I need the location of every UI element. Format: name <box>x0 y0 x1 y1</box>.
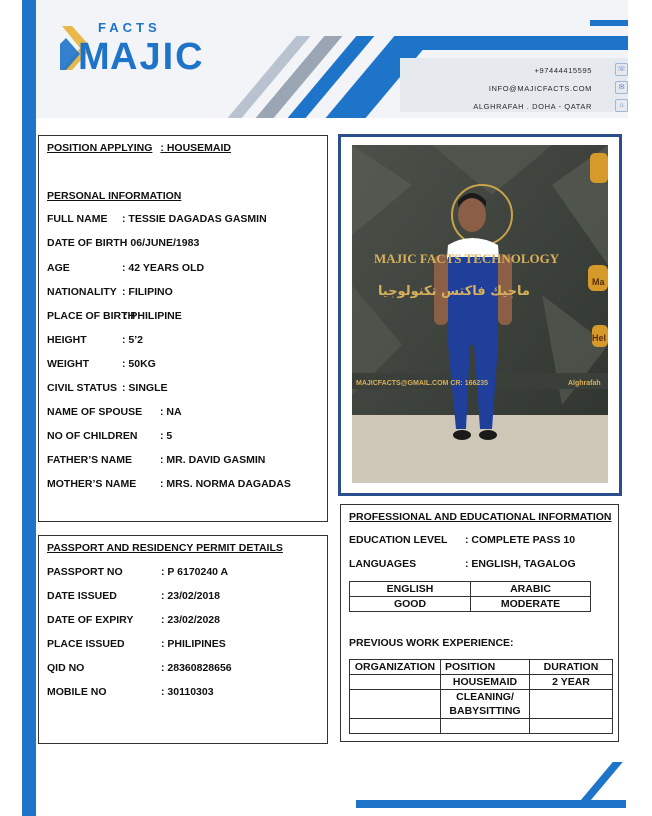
passport-heading: PASSPORT AND RESIDENCY PERMIT DETAILS <box>47 542 283 554</box>
logo-initial: M <box>78 36 111 78</box>
contact-email: INFO@MAJICFACTS.COM <box>488 84 592 93</box>
passport-field-value: : P 6170240 A <box>161 566 229 578</box>
table-row <box>350 597 591 612</box>
passport-field-value: : PHILIPINES <box>161 638 226 650</box>
candidate-photo <box>352 145 608 483</box>
table-cell <box>350 690 441 719</box>
left-accent-bar <box>22 0 36 816</box>
personal-field-label: FULL NAME <box>47 213 108 225</box>
work-experience-table <box>349 659 613 734</box>
personal-field-label: MOTHER’S NAME <box>47 478 137 490</box>
table-cell: 2 YEAR <box>530 675 613 690</box>
passport-field-label: DATE ISSUED <box>47 590 117 602</box>
table-header-cell: ARABIC <box>471 582 591 597</box>
table-cell: MODERATE <box>471 597 591 612</box>
languages-value: : ENGLISH, TAGALOG <box>465 558 576 570</box>
personal-field-value: : 5 <box>160 430 173 442</box>
position-row <box>47 142 231 154</box>
table-cell <box>530 690 613 719</box>
personal-field-value: : MRS. NORMA DAGADAS <box>160 478 291 490</box>
table-cell <box>530 719 613 734</box>
personal-field-label: DATE OF BIRTH <box>47 237 128 249</box>
personal-field-value: : 42 YEARS OLD <box>122 262 205 274</box>
position-value: : HOUSEMAID <box>160 142 232 154</box>
personal-field-label: PLACE OF BIRTH <box>47 310 136 322</box>
education-value: : COMPLETE PASS 10 <box>465 534 576 546</box>
personal-field-label: WEIGHT <box>47 358 89 370</box>
personal-field-value: : 5’2 <box>122 334 144 346</box>
personal-field-value: : FILIPINO <box>122 286 173 298</box>
personal-field-value: : 06/JUNE/1983 <box>124 237 200 249</box>
candidate-photo-frame <box>338 134 622 496</box>
passport-field-label: DATE OF EXPIRY <box>47 614 134 626</box>
passport-field-label: QID NO <box>47 662 85 674</box>
position-label: POSITION APPLYING <box>47 142 153 154</box>
passport-field-label: MOBILE NO <box>47 686 107 698</box>
personal-field-label: CIVIL STATUS <box>47 382 118 394</box>
table-cell: CLEANING/ BABYSITTING <box>441 690 530 719</box>
photo-footer-strip: MAJICFACTS@GMAIL.COM CR: 166235 <box>356 380 489 387</box>
photo-footer-place: Alghrafah <box>568 380 601 387</box>
professional-heading: PROFESSIONAL AND EDUCATIONAL INFORMATION <box>349 511 612 523</box>
table-header-cell: ORGANIZATION <box>350 660 441 675</box>
table-cell <box>350 719 441 734</box>
photo-banner: MAJIC FACTS TECHNOLOGY <box>374 251 560 266</box>
language-table <box>349 581 591 612</box>
personal-field-label: FATHER’S NAME <box>47 454 132 466</box>
work-heading: PREVIOUS WORK EXPERIENCE: <box>349 637 514 649</box>
personal-field-value: : PHILIPINE <box>124 310 182 322</box>
email-icon: ✉ <box>615 81 628 94</box>
photo-side-label: Hel <box>592 333 607 343</box>
photo-banner-arabic: ماجيك فاكتس تكنولوجيا <box>378 284 530 299</box>
contact-address: ALGHRAFAH . DOHA - QATAR <box>473 102 592 111</box>
passport-field-value: : 28360828656 <box>161 662 232 674</box>
footer-stripe <box>579 762 623 802</box>
table-header-cell: POSITION <box>441 660 530 675</box>
contact-phone: +97444415595 <box>534 66 592 75</box>
table-cell: HOUSEMAID <box>441 675 530 690</box>
education-label: EDUCATION LEVEL <box>349 534 448 546</box>
personal-heading: PERSONAL INFORMATION <box>47 190 182 202</box>
personal-field-value: : 50KG <box>122 358 156 370</box>
home-icon: ⌂ <box>615 99 628 112</box>
languages-label: LANGUAGES <box>349 558 417 570</box>
passport-field-value: : 30110303 <box>161 686 214 698</box>
personal-field-label: AGE <box>47 262 70 274</box>
footer-accent-line <box>356 800 626 808</box>
personal-field-label: NO OF CHILDREN <box>47 430 138 442</box>
table-header-cell: DURATION <box>530 660 613 675</box>
personal-field-label: NAME OF SPOUSE <box>47 406 143 418</box>
header-banner-block <box>410 36 628 50</box>
personal-field-value: : NA <box>160 406 182 418</box>
table-cell <box>350 675 441 690</box>
table-row <box>350 719 613 734</box>
personal-field-label: HEIGHT <box>47 334 87 346</box>
company-logo <box>58 18 208 88</box>
passport-field-label: PASSPORT NO <box>47 566 123 578</box>
passport-field-label: PLACE ISSUED <box>47 638 125 650</box>
table-row <box>350 660 613 675</box>
phone-icon: ☏ <box>615 63 628 76</box>
logo-wordmark: AJIC <box>110 36 205 78</box>
logo-tagline: FACTS <box>98 20 161 35</box>
table-cell <box>441 719 530 734</box>
personal-field-label: NATIONALITY <box>47 286 117 298</box>
table-row <box>350 582 591 597</box>
photo-side-label: Ma <box>592 277 605 287</box>
header-accent-line <box>590 20 628 26</box>
personal-field-value: : MR. DAVID GASMIN <box>160 454 266 466</box>
table-header-cell: ENGLISH <box>350 582 471 597</box>
table-row <box>350 690 613 719</box>
table-row <box>350 675 613 690</box>
passport-field-value: : 23/02/2018 <box>161 590 220 602</box>
table-cell: GOOD <box>350 597 471 612</box>
personal-field-value: : TESSIE DAGADAS GASMIN <box>122 213 267 225</box>
personal-field-value: : SINGLE <box>122 382 168 394</box>
passport-field-value: : 23/02/2028 <box>161 614 220 626</box>
